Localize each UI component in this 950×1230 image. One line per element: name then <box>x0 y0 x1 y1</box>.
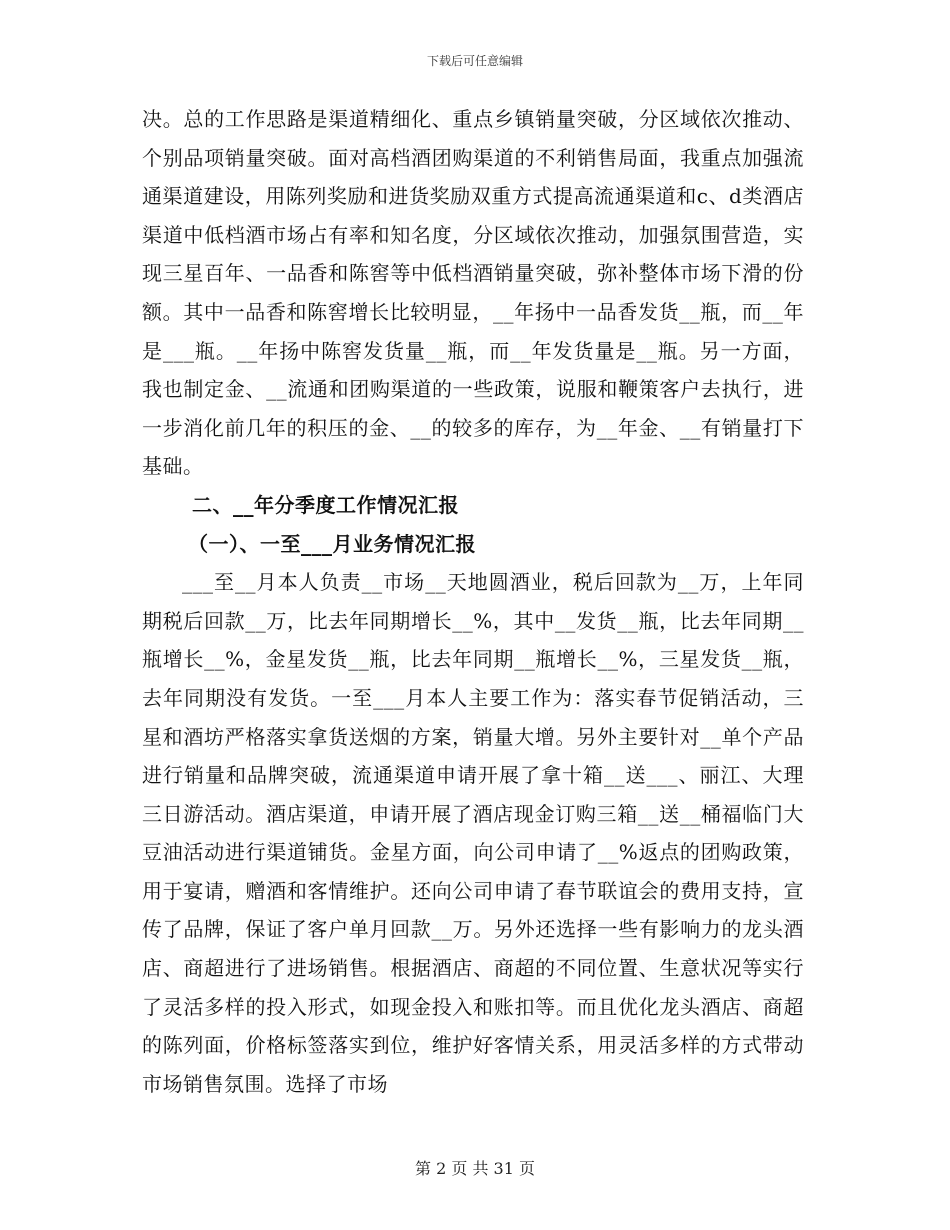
page-footer: 第 2 页 共 31 页 <box>415 1159 535 1178</box>
subsection-heading: （一）、一至___月业务情况汇报 <box>188 531 476 556</box>
body-paragraph: 决。总的工作思路是渠道精细化、重点乡镇销量突破，分区域依次推动、个别品项销量突破。面对高档酒团购渠道的不利销售局面，我重点加强流通渠道建设，用陈列奖励和进货奖励双重方式提高流通渠道和c、d类酒店渠道中低档酒市场占有率和知名度，分区域依次推动，加强氛围营造，实现三星百年、一品香和陈窖等中低档酒销量突破，弥补整体市场下滑的份额。其中一品香和陈窖增长比较明显，__年扬中一品香发货__瓶，而__年是___瓶。__年扬中陈窖发货量__瓶，而__年发货量是__瓶。另一方面，我也制定金、__流通和团购渠道的一些政策，说服和鞭策客户去执行，进一步消化前几年的积压的金、__的较多的库存，为__年金、__有销量打下基础。 <box>142 107 804 479</box>
page-header: 下载后可任意编辑 <box>426 54 523 68</box>
document-body <box>142 100 804 1103</box>
body-paragraph: ___至__月本人负责__市场__天地圆酒业，税后回款为__万，上年同期税后回款__万，比去年同期增长__%，其中__发货__瓶，比去年同期__瓶增长__%，金星发货__瓶，比去年同期__瓶增长__%，三星发货__瓶，去年同期没有发货。一至___月本人主要工作为：落实春节促销活动，三星和酒坊严格落实拿货送烟的方案，销量大增。另外主要针对__单个产品进行销量和品牌突破，流通渠道申请开展了拿十箱__送___、丽江、大理三日游活动。酒店渠道，申请开展了酒店现金订购三箱__送__桶福临门大豆油活动进行渠道铺货。金星方面，向公司申请了__%返点的团购政策，用于宴请，赠酒和客情维护。还向公司申请了春节联谊会的费用支持，宣传了品牌，保证了客户单月回款__万。另外还选择一些有影响力的龙头酒店、商超进行了进场销售。根据酒店、商超的不同位置、生意状况等实行了灵活多样的投入形式，如现金投入和账扣等。而且优化龙头酒店、商超的陈列面，价格标签落实到位，维护好客情关系，用灵活多样的方式带动市场销售氛围。选择了市场 <box>142 570 804 1096</box>
section-heading: 二、__年分季度工作情况汇报 <box>192 492 459 517</box>
